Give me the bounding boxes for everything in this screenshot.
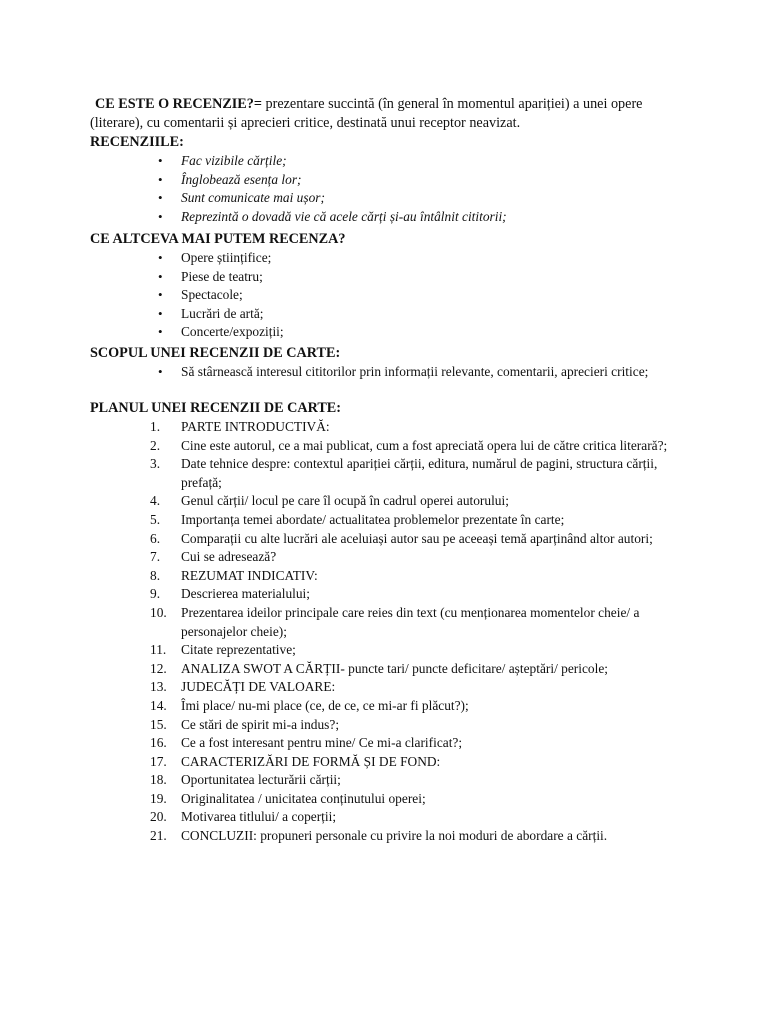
numbered-item [150,530,690,549]
list-altceva [158,249,678,342]
intro-paragraph [90,95,690,133]
item-number: 5. [150,511,161,527]
bullet-icon: • [158,364,163,379]
numbered-item-text: ANALIZA SWOT A CĂRȚII- puncte tari/ puncte deficitare/ așteptări/ pericole; [181,660,609,676]
list-item-text: Înglobează esența lor; [181,171,302,187]
bullet-icon: • [158,171,163,187]
numbered-item-text: Îmi place/ nu-mi place (ce, de ce, ce mi-ar fi plăcut?); [181,697,469,713]
item-number: 10. [150,604,167,620]
numbered-item [150,753,690,772]
list-scopul [158,363,678,382]
numbered-item [150,455,690,492]
list-item [158,305,678,324]
list-item-text: Piese de teatru; [181,268,263,284]
heading-planul: PLANUL UNEI RECENZII DE CARTE: [90,400,341,416]
list-item [158,249,678,268]
item-number: 19. [150,790,167,806]
numbered-item-text: CONCLUZII: propuneri personale cu privire la noi moduri de abordare a cărții. [181,828,608,844]
numbered-item-text: Cine este autorul, ce a mai publicat, cum a fost apreciată opera lui de către critica literară?; [181,437,668,453]
list-recenziile [158,152,678,226]
bullet-icon: • [158,208,163,224]
heading-scopul: SCOPUL UNEI RECENZII DE CARTE: [90,345,341,361]
numbered-item-text: REZUMAT INDICATIV: [181,567,318,583]
numbered-item-text: PARTE INTRODUCTIVĂ: [181,419,330,434]
bullet-icon: • [158,305,163,321]
numbered-item-text: Motivarea titlului/ a coperții; [181,809,337,825]
numbered-item [150,641,690,660]
numbered-item [150,548,690,567]
item-number: 6. [150,530,161,546]
list-item-text: Sunt comunicate mai ușor; [181,190,325,206]
numbered-item-text: Importanța temei abordate/ actualitatea problemelor prezentate în carte; [181,511,565,527]
bullet-icon: • [158,268,163,284]
numbered-item [150,585,690,604]
numbered-item [150,604,690,641]
numbered-item-text: Originalitatea / unicitatea conținutului operei; [181,790,426,806]
numbered-item-text: CARACTERIZĂRI DE FORMĂ ȘI DE FOND: [181,753,441,769]
numbered-item-text: Cui se adresează? [181,549,277,565]
item-number: 1. [150,419,161,434]
numbered-item [150,697,690,716]
item-number: 9. [150,586,161,602]
bullet-icon: • [158,153,163,168]
list-item-text: Concerte/expoziții; [181,324,284,340]
item-number: 18. [150,772,167,788]
heading-altceva: CE ALTCEVA MAI PUTEM RECENZA? [90,231,346,247]
numbered-item [150,418,690,437]
bullet-icon: • [158,324,163,340]
list-item-text: Opere științifice; [181,250,272,265]
numbered-item [150,492,690,511]
numbered-item-text: Oportunitatea lecturării cărții; [181,772,341,788]
item-number: 8. [150,567,161,583]
numbered-item [150,771,690,790]
list-item [158,189,678,208]
numbered-item [150,734,690,753]
numbered-item-text: Descrierea materialului; [181,586,311,602]
numbered-item [150,511,690,530]
list-item [158,363,678,382]
item-number: 11. [150,642,167,658]
item-number: 13. [150,679,167,695]
list-item-text: Spectacole; [181,287,243,303]
bullet-icon: • [158,250,163,265]
item-number: 12. [150,660,167,676]
numbered-item [150,567,690,586]
item-number: 2. [150,437,161,453]
list-item-text: Lucrări de artă; [181,305,264,321]
list-planul [150,418,690,846]
numbered-item-text: Prezentarea ideilor principale care reies din text (cu menționarea momentelor cheie/ a personajelor cheie); [181,604,640,639]
numbered-item [150,660,690,679]
item-number: 16. [150,735,167,751]
item-number: 14. [150,697,167,713]
intro-text: prezentare succintă (în general în momentul apariției) a unei opere (literare), cu comentarii și aprecieri critice, destinată unui receptor neavizat. [90,96,643,131]
numbered-item-text: Genul cărții/ locul pe care îl ocupă în cadrul operei autorului; [181,493,509,509]
list-item-text: Să stârnească interesul cititorilor prin informații relevante, comentarii, aprecieri critice; [181,364,649,379]
numbered-item-text: JUDECĂȚI DE VALOARE: [181,679,336,695]
item-number: 20. [150,809,167,825]
item-number: 4. [150,493,161,509]
list-item-text: Reprezintă o dovadă vie că acele cărți și-au întâlnit cititorii; [181,208,507,224]
list-item-text: Fac vizibile cărțile; [181,153,287,168]
intro-lead: CE ESTE O RECENZIE?= [95,96,262,112]
numbered-item [150,790,690,809]
list-item [158,268,678,287]
item-number: 17. [150,753,167,769]
item-number: 15. [150,716,167,732]
numbered-item [150,437,690,456]
numbered-item [150,716,690,735]
item-number: 3. [150,456,161,472]
numbered-item [150,827,690,846]
numbered-item-text: Ce stări de spirit mi-a indus?; [181,716,340,732]
bullet-icon: • [158,190,163,206]
list-item [158,152,678,171]
list-item [158,323,678,342]
list-item [158,171,678,190]
numbered-item [150,678,690,697]
list-item [158,286,678,305]
numbered-item-text: Citate reprezentative; [181,642,296,658]
numbered-item-text: Ce a fost interesant pentru mine/ Ce mi-a clarificat?; [181,735,463,751]
numbered-item-text: Date tehnice despre: contextul apariției cărții, editura, numărul de pagini, structura cărții, prefață; [181,456,658,490]
item-number: 7. [150,549,161,565]
item-number: 21. [150,828,167,844]
numbered-item [150,808,690,827]
heading-recenziile: RECENZIILE: [90,134,184,150]
numbered-item-text: Comparații cu alte lucrări ale aceluiași autor sau pe aceeași temă aparținând altor autori; [181,530,653,546]
list-item [158,208,678,227]
bullet-icon: • [158,287,163,303]
